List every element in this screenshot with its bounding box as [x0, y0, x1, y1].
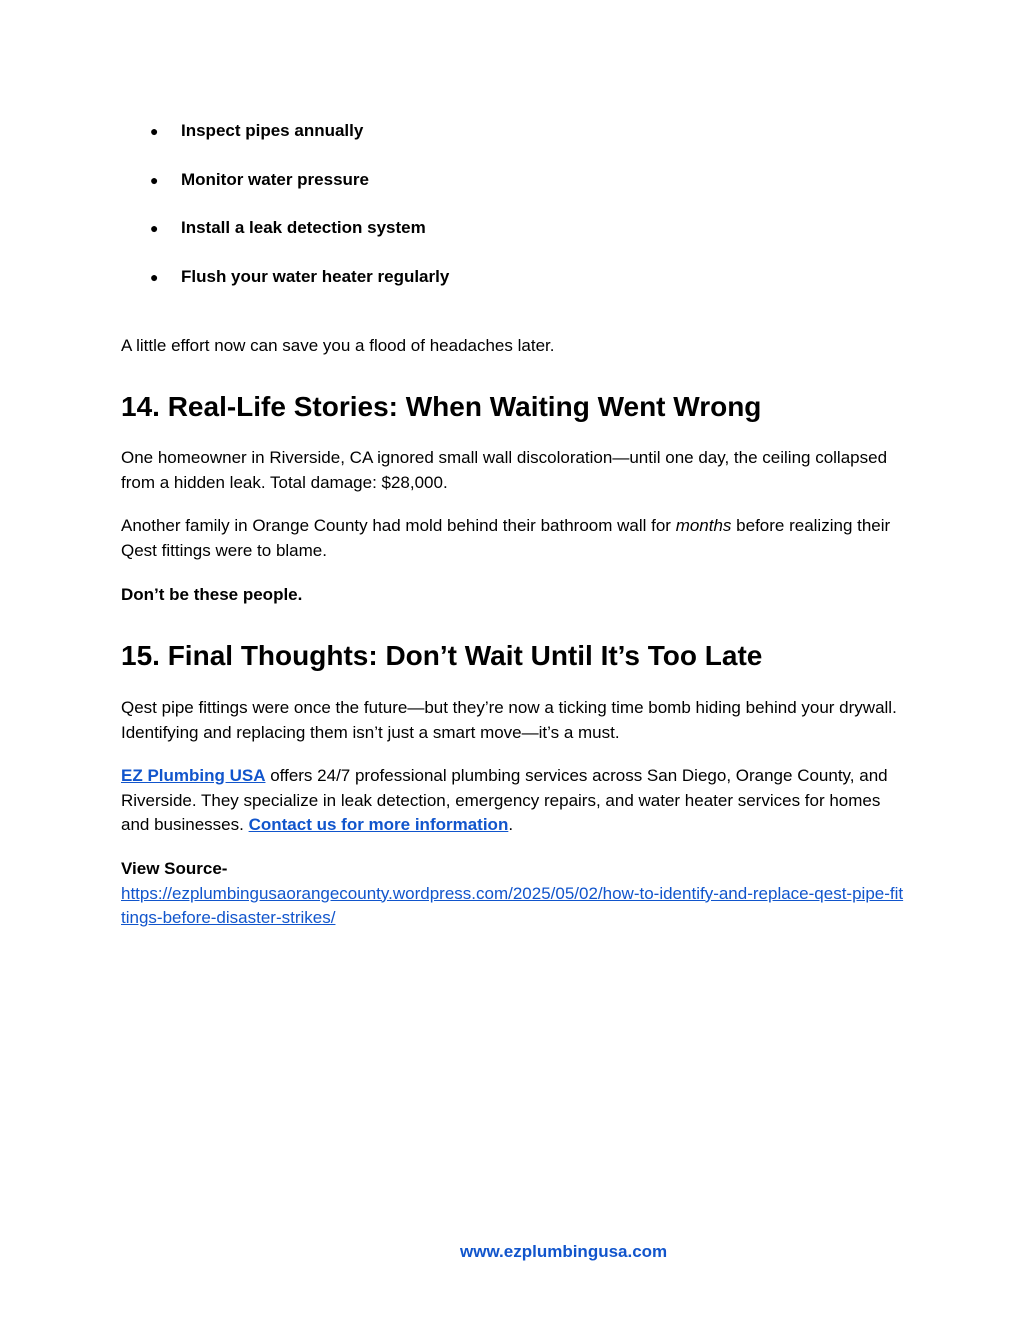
tip-text: Install a leak detection system	[181, 218, 426, 238]
list-item	[150, 167, 449, 216]
bullet-icon: ●	[150, 268, 159, 285]
section-14-heading: 14. Real-Life Stories: When Waiting Went Wrong	[121, 391, 762, 422]
contact-link[interactable]: Contact us for more information	[248, 815, 509, 834]
riverside-story-paragraph: One homeowner in Riverside, CA ignored small wall discoloration—until one day, the ceiling collapsed from a hidden leak. Total damage: $28,000.	[121, 448, 888, 492]
bullet-icon: ●	[150, 171, 159, 188]
company-description: offers 24/7 professional plumbing services across San Diego, Orange County, and Riverside. They specialize in leak detection, emergency repairs, and water heater services for homes and businesses.	[121, 766, 888, 834]
company-paragraph	[121, 764, 906, 838]
source-block	[121, 857, 906, 931]
bullet-icon: ●	[150, 220, 159, 237]
emphasis-months: months	[675, 516, 732, 535]
period: .	[508, 815, 514, 834]
story-text-start: Another family in Orange County had mold behind their bathroom wall for	[121, 516, 676, 535]
tips-closing-paragraph: A little effort now can save you a flood of headaches later.	[121, 336, 555, 355]
list-item	[150, 215, 449, 264]
list-item	[150, 264, 449, 313]
orange-county-story-paragraph	[121, 514, 906, 563]
source-label: View Source-	[121, 859, 228, 878]
source-url-link[interactable]: https://ezplumbingusaorangecounty.wordpress.com/2025/05/02/how-to-identify-and-replace-qest-pipe-fittings-before-disaster-strikes/	[121, 883, 904, 927]
tip-text: Inspect pipes annually	[181, 121, 364, 140]
list-item	[150, 118, 449, 167]
final-thoughts-paragraph: Qest pipe fittings were once the future—but they’re now a ticking time bomb hiding behind your drywall. Identifying and replacing them isn’t just a smart move—it’s a must.	[121, 698, 897, 742]
tip-text: Monitor water pressure	[181, 169, 369, 189]
ez-plumbing-link[interactable]: EZ Plumbing USA	[121, 766, 266, 785]
maintenance-tips-list	[150, 118, 449, 312]
bullet-icon: ●	[150, 123, 159, 139]
section-15-heading: 15. Final Thoughts: Don’t Wait Until It’s Too Late	[121, 640, 763, 671]
footer-website-link[interactable]: www.ezplumbingusa.com	[460, 1242, 668, 1261]
warning-text: Don’t be these people.	[121, 585, 303, 604]
story-text-end: before realizing their Qest fittings were to blame.	[121, 516, 891, 560]
tip-text: Flush your water heater regularly	[181, 266, 450, 286]
